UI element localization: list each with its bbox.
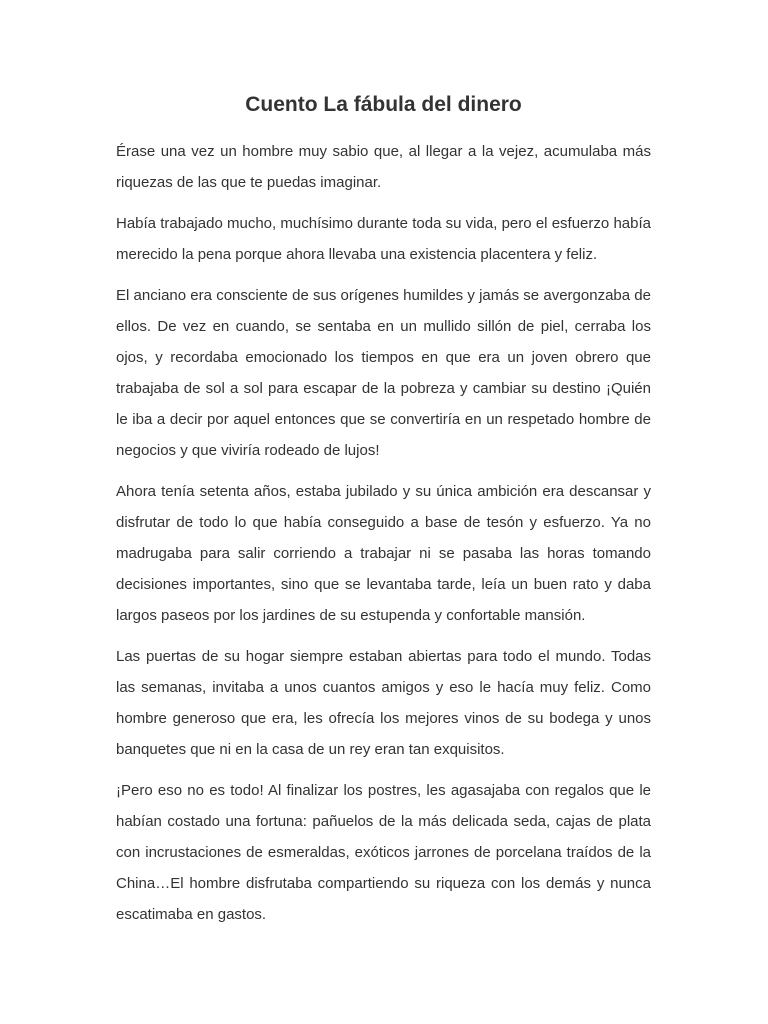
paragraph: Había trabajado mucho, muchísimo durante toda su vida, pero el esfuerzo había merecido la pena porque ahora llevaba una existencia placentera y feliz.: [116, 215, 651, 263]
paragraph: ¡Pero eso no es todo! Al finalizar los postres, les agasajaba con regalos que le habían costado una fortuna: pañuelos de la más delicada seda, cajas de plata con incrustaciones de esmeraldas, exóticos jarrones de porcelana traídos de la China…El hombre disfrutaba compartiendo su riqueza con los demás y nunca escatimaba en gastos.: [116, 782, 651, 923]
paragraph: Érase una vez un hombre muy sabio que, al llegar a la vejez, acumulaba más riquezas de las que te puedas imaginar.: [116, 143, 651, 191]
document-page: [116, 88, 651, 940]
document-title: Cuento La fábula del dinero: [245, 93, 522, 116]
paragraph: Las puertas de su hogar siempre estaban abiertas para todo el mundo. Todas las semanas, invitaba a unos cuantos amigos y eso le hacía muy feliz. Como hombre generoso que era, les ofrecía los mejores vinos de su bodega y unos banquetes que ni en la casa de un rey eran tan exquisitos.: [116, 648, 651, 758]
paragraph: Ahora tenía setenta años, estaba jubilado y su única ambición era descansar y disfrutar de todo lo que había conseguido a base de tesón y esfuerzo. Ya no madrugaba para salir corriendo a trabajar ni se pasaba las horas tomando decisiones importantes, sino que se levantaba tarde, leía un buen rato y daba largos paseos por los jardines de su estupenda y confortable mansión.: [116, 483, 651, 624]
paragraph: El anciano era consciente de sus orígenes humildes y jamás se avergonzaba de ellos. De vez en cuando, se sentaba en un mullido sillón de piel, cerraba los ojos, y recordaba emocionado los tiempos en que era un joven obrero que trabajaba de sol a sol para escapar de la pobreza y cambiar su destino ¡Quién le iba a decir por aquel entonces que se convertiría en un respetado hombre de negocios y que viviría rodeado de lujos!: [116, 287, 651, 459]
